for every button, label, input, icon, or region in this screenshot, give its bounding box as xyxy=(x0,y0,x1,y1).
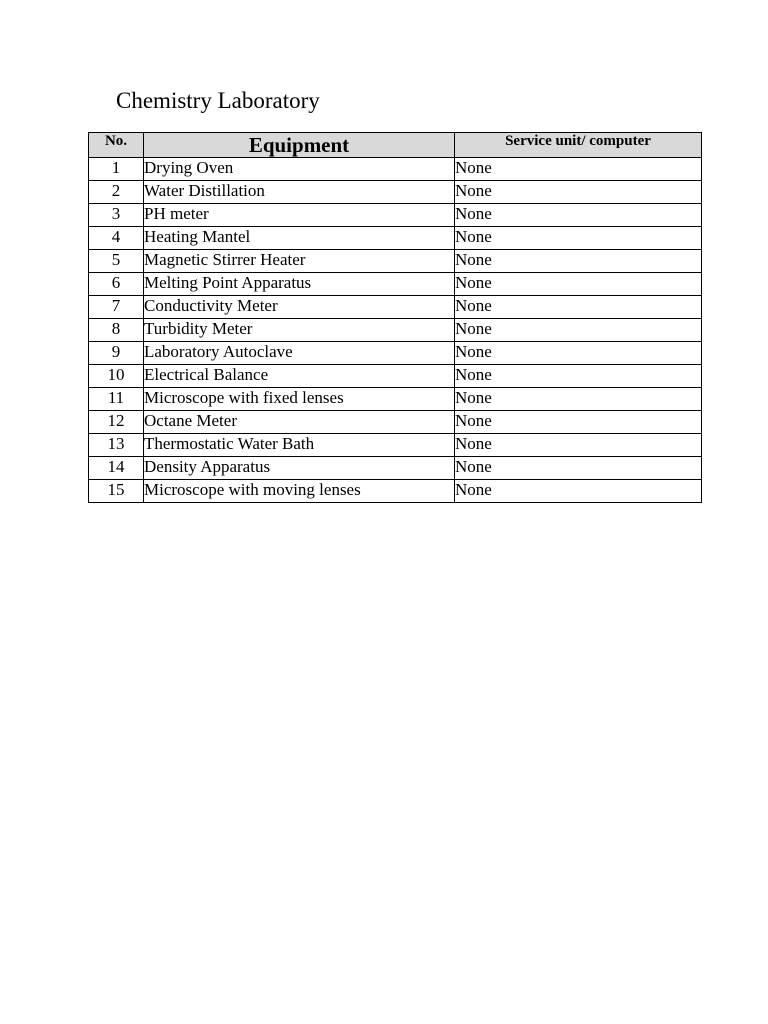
table-row xyxy=(89,388,702,411)
cell-equipment: Octane Meter xyxy=(144,411,455,434)
cell-number: 14 xyxy=(89,457,144,480)
cell-number: 5 xyxy=(89,250,144,273)
cell-service: None xyxy=(455,411,702,434)
table-row xyxy=(89,204,702,227)
cell-equipment: Heating Mantel xyxy=(144,227,455,250)
cell-equipment: Drying Oven xyxy=(144,158,455,181)
cell-number: 10 xyxy=(89,365,144,388)
page-title: Chemistry Laboratory xyxy=(116,88,320,113)
cell-service: None xyxy=(455,204,702,227)
cell-equipment: Thermostatic Water Bath xyxy=(144,434,455,457)
table-row xyxy=(89,158,702,181)
column-header-service: Service unit/ computer xyxy=(455,133,702,158)
table-row xyxy=(89,434,702,457)
table-row xyxy=(89,181,702,204)
table-body xyxy=(89,158,702,503)
equipment-table xyxy=(88,132,702,503)
table-row xyxy=(89,227,702,250)
cell-service: None xyxy=(455,388,702,411)
cell-service: None xyxy=(455,296,702,319)
table-row xyxy=(89,250,702,273)
cell-equipment: Electrical Balance xyxy=(144,365,455,388)
cell-service: None xyxy=(455,434,702,457)
cell-equipment: Density Apparatus xyxy=(144,457,455,480)
cell-number: 15 xyxy=(89,480,144,503)
cell-number: 1 xyxy=(89,158,144,181)
cell-service: None xyxy=(455,181,702,204)
cell-number: 7 xyxy=(89,296,144,319)
cell-service: None xyxy=(455,365,702,388)
cell-equipment: PH meter xyxy=(144,204,455,227)
cell-service: None xyxy=(455,227,702,250)
cell-equipment: Conductivity Meter xyxy=(144,296,455,319)
cell-equipment: Microscope with fixed lenses xyxy=(144,388,455,411)
cell-number: 9 xyxy=(89,342,144,365)
cell-service: None xyxy=(455,250,702,273)
table-row xyxy=(89,319,702,342)
cell-service: None xyxy=(455,342,702,365)
cell-equipment: Turbidity Meter xyxy=(144,319,455,342)
cell-number: 6 xyxy=(89,273,144,296)
cell-number: 13 xyxy=(89,434,144,457)
cell-number: 12 xyxy=(89,411,144,434)
table-row xyxy=(89,480,702,503)
table-header-row xyxy=(89,133,702,158)
table-row xyxy=(89,296,702,319)
cell-equipment: Water Distillation xyxy=(144,181,455,204)
cell-number: 8 xyxy=(89,319,144,342)
table-row xyxy=(89,342,702,365)
cell-service: None xyxy=(455,480,702,503)
cell-equipment: Microscope with moving lenses xyxy=(144,480,455,503)
table-row xyxy=(89,457,702,480)
table-row xyxy=(89,365,702,388)
cell-equipment: Laboratory Autoclave xyxy=(144,342,455,365)
cell-service: None xyxy=(455,319,702,342)
cell-number: 3 xyxy=(89,204,144,227)
table-row xyxy=(89,411,702,434)
cell-equipment: Melting Point Apparatus xyxy=(144,273,455,296)
cell-service: None xyxy=(455,158,702,181)
cell-service: None xyxy=(455,273,702,296)
column-header-no: No. xyxy=(89,133,144,158)
cell-number: 4 xyxy=(89,227,144,250)
cell-equipment: Magnetic Stirrer Heater xyxy=(144,250,455,273)
cell-number: 2 xyxy=(89,181,144,204)
cell-number: 11 xyxy=(89,388,144,411)
table-row xyxy=(89,273,702,296)
column-header-equipment: Equipment xyxy=(144,133,455,158)
cell-service: None xyxy=(455,457,702,480)
